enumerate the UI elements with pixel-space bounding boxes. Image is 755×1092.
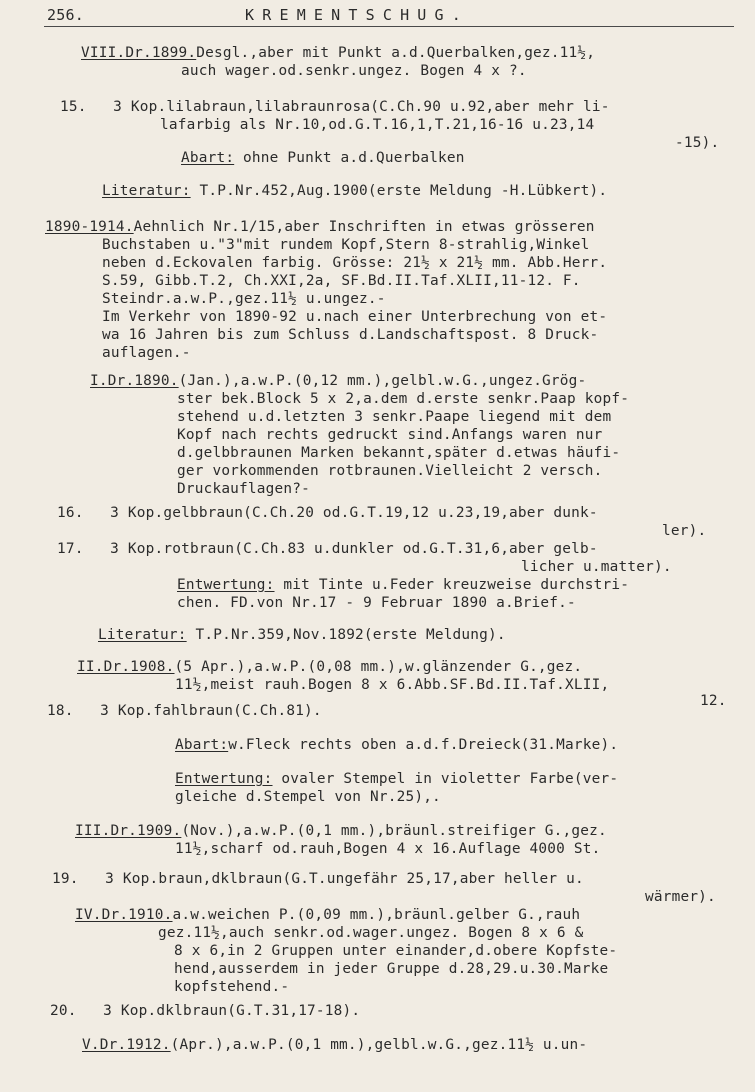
header-rule [44, 26, 734, 27]
item-15-literatur [102, 182, 607, 200]
section-v-line-1 [82, 1036, 587, 1054]
section-i-line-5: d.gelbbraunen Marken bekannt,später d.etwas häufi- [177, 445, 621, 461]
section-viii-line-1 [81, 44, 595, 62]
section-i-line-2: ster bek.Block 5 x 2,a.dem d.erste senkr.Paap kopf- [177, 391, 630, 407]
section-iv-line-2: gez.11½,auch senkr.od.wager.ungez. Bogen 8 x 6 & [158, 925, 584, 941]
section-text: (Apr.),a.w.P.(0,1 mm.),gelbl.w.G.,gez.11½ u.un- [170, 1037, 588, 1053]
section-label: V.Dr.1912. [82, 1037, 171, 1053]
page-title: KREMENTSCHUG. [245, 6, 469, 24]
entwertung-label: Entwertung: [175, 771, 273, 787]
period-line-8: auflagen.- [102, 345, 191, 361]
section-label: I.Dr.1890. [90, 373, 179, 389]
section-label: IV.Dr.1910. [75, 907, 173, 923]
section-iv-line-4: hend,ausserdem in jeder Gruppe d.28,29.u.30.Marke [174, 961, 609, 977]
period-line-4: S.59, Gibb.T.2, Ch.XXI,2a, SF.Bd.II.Taf.XLII,11-12. F. [102, 273, 581, 289]
entwertung-text: mit Tinte u.Feder kreuzweise durchstri- [274, 577, 630, 593]
section-i-line-1 [90, 372, 586, 390]
item-18-entwertung [175, 770, 618, 788]
section-label: VIII.Dr.1899. [81, 45, 197, 61]
section-iii-line-2: 11½,scharf od.rauh,Bogen 4 x 16.Auflage 4000 St. [175, 841, 601, 857]
period-line-1 [45, 218, 595, 236]
abart-label: Abart: [175, 737, 229, 753]
item-17-line-1: 17. 3 Kop.rotbraun(C.Ch.83 u.dunkler od.G.T.31,6,aber gelb- [57, 541, 598, 557]
section-text: (5 Apr.),a.w.P.(0,08 mm.),w.glänzender G.,gez. [174, 659, 583, 675]
item-18-line-4: gleiche d.Stempel von Nr.25),. [175, 789, 441, 805]
item-20-line-1: 20. 3 Kop.dklbraun(G.T.31,17-18). [50, 1003, 361, 1019]
section-ii-line-2: 11½,meist rauh.Bogen 8 x 6.Abb.SF.Bd.II.Taf.XLII, [175, 677, 610, 693]
literatur-text: T.P.Nr.452,Aug.1900(erste Meldung -H.Lübkert). [190, 183, 608, 199]
section-iv-line-3: 8 x 6,in 2 Gruppen unter einander,d.obere Kopfste- [174, 943, 618, 959]
literatur-text: T.P.Nr.359,Nov.1892(erste Meldung). [186, 627, 506, 643]
item-15-line-2: lafarbig als Nr.10,od.G.T.16,1,T.21,16-16 u.23,14 [160, 117, 595, 133]
entwertung-label: Entwertung: [177, 577, 275, 593]
section-i-line-3: stehend u.d.letzten 3 senkr.Paape liegend mit dem [177, 409, 612, 425]
item-15-line-1: 15. 3 Kop.lilabraun,lilabraunrosa(C.Ch.90 u.92,aber mehr li- [60, 99, 610, 115]
item-15-abart [181, 149, 465, 167]
item-16-line-2: ler). [662, 523, 707, 539]
period-label: 1890-1914. [45, 219, 134, 235]
item-18-line-1: 18. 3 Kop.fahlbraun(C.Ch.81). [47, 703, 322, 719]
section-i-line-6: ger vorkommenden rotbraunen.Vielleicht 2 versch. [177, 463, 603, 479]
entwertung-text: ovaler Stempel in violetter Farbe(ver- [272, 771, 619, 787]
item-17-literatur [98, 626, 506, 644]
item-17-entwertung [177, 576, 629, 594]
section-text: Desgl.,aber mit Punkt a.d.Querbalken,gez.11½, [196, 45, 596, 61]
section-text: (Jan.),a.w.P.(0,12 mm.),gelbl.w.G.,ungez.Grög- [178, 373, 587, 389]
section-i-line-7: Druckauflagen?- [177, 481, 310, 497]
section-iv-line-1 [75, 906, 580, 924]
literatur-label: Literatur: [102, 183, 191, 199]
period-line-5: Steindr.a.w.P.,gez.11½ u.ungez.- [102, 291, 386, 307]
item-17-line-2: licher u.matter). [521, 559, 672, 575]
section-iv-line-5: kopfstehend.- [174, 979, 290, 995]
page-number: 256. [47, 6, 84, 24]
item-19-line-2: wärmer). [645, 889, 716, 905]
period-line-7: wa 16 Jahren bis zum Schluss d.Landschaftspost. 8 Druck- [102, 327, 599, 343]
section-label: II.Dr.1908. [77, 659, 175, 675]
section-i-line-4: Kopf nach rechts gedruckt sind.Anfangs waren nur [177, 427, 603, 443]
section-text: (Nov.),a.w.P.(0,1 mm.),bräunl.streifiger G.,gez. [181, 823, 607, 839]
section-iii-line-1 [75, 822, 607, 840]
literatur-label: Literatur: [98, 627, 187, 643]
item-15-line-3: -15). [675, 135, 720, 151]
item-19-line-1: 19. 3 Kop.braun,dklbraun(G.T.ungefähr 25,17,aber heller u. [52, 871, 584, 887]
section-label: III.Dr.1909. [75, 823, 182, 839]
section-ii-line-3: 12. [700, 693, 727, 709]
period-line-2: Buchstaben u."3"mit rundem Kopf,Stern 8-strahlig,Winkel [102, 237, 590, 253]
abart-text: ohne Punkt a.d.Querbalken [234, 150, 465, 166]
abart-text: w.Fleck rechts oben a.d.f.Dreieck(31.Marke). [228, 737, 619, 753]
item-17-line-4: chen. FD.von Nr.17 - 9 Februar 1890 a.Brief.- [177, 595, 576, 611]
section-text: a.w.weichen P.(0,09 mm.),bräunl.gelber G.,rauh [172, 907, 581, 923]
abart-label: Abart: [181, 150, 235, 166]
period-line-6: Im Verkehr von 1890-92 u.nach einer Unterbrechung von et- [102, 309, 608, 325]
section-ii-line-1 [77, 658, 582, 676]
section-viii-line-2: auch wager.od.senkr.ungez. Bogen 4 x ?. [181, 63, 527, 79]
period-text: Aehnlich Nr.1/15,aber Inschriften in etwas grösseren [133, 219, 595, 235]
period-line-3: neben d.Eckovalen farbig. Grösse: 21½ x 21½ mm. Abb.Herr. [102, 255, 608, 271]
item-16-line-1: 16. 3 Kop.gelbbraun(C.Ch.20 od.G.T.19,12 u.23,19,aber dunk- [57, 505, 598, 521]
item-18-abart [175, 736, 618, 754]
